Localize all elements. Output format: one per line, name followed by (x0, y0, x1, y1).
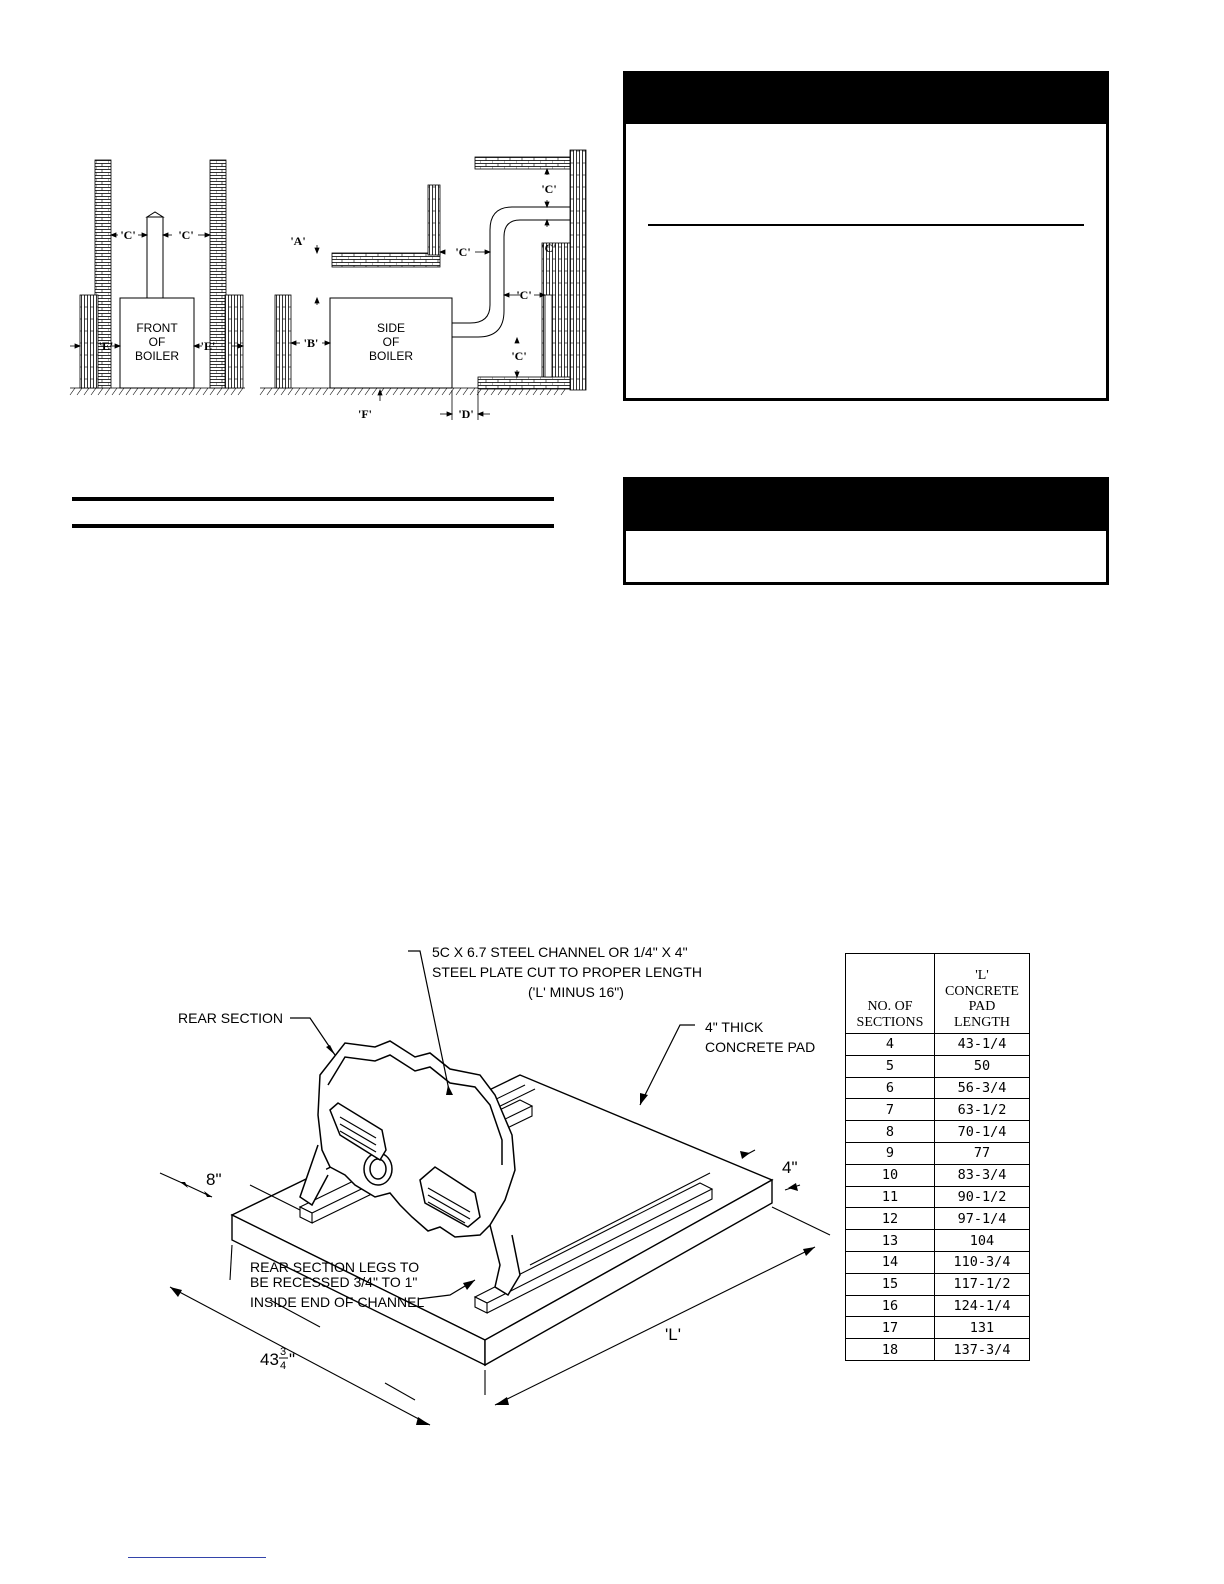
sections-cell: 17 (846, 1317, 935, 1339)
dim-l-label: 'L' (665, 1325, 681, 1344)
table-row (846, 1099, 1030, 1121)
section-rule-bottom (72, 524, 554, 528)
foundation-diagram (150, 935, 840, 1445)
length-cell: 77 (935, 1142, 1030, 1164)
table-row (846, 1055, 1030, 1077)
table-row (846, 1142, 1030, 1164)
channel-note-1: 5C X 6.7 STEEL CHANNEL OR 1/4" X 4" (432, 944, 688, 960)
front-label-2: OF (148, 335, 166, 349)
length-cell: 124-1/4 (935, 1295, 1030, 1317)
table-row (846, 1295, 1030, 1317)
dim-43-label: 43 (260, 1350, 279, 1369)
legs-note-2: BE RECESSED 3/4" TO 1" (250, 1274, 418, 1290)
front-flue (147, 217, 163, 298)
sections-cell: 18 (846, 1339, 935, 1361)
table-row (846, 1164, 1030, 1186)
length-cell: 110-3/4 (935, 1251, 1030, 1273)
left-wall-lower (80, 295, 98, 388)
dim-c-label: 'C' (178, 228, 194, 242)
table-row (846, 1208, 1030, 1230)
length-cell: 117-1/2 (935, 1273, 1030, 1295)
sections-cell: 5 (846, 1055, 935, 1077)
length-cell: 83-3/4 (935, 1164, 1030, 1186)
length-cell: 137-3/4 (935, 1339, 1030, 1361)
pad-note-1: 4" THICK (705, 1019, 764, 1035)
right-wall (210, 160, 226, 388)
channel-note-2: STEEL PLATE CUT TO PROPER LENGTH (432, 964, 702, 980)
dim-f-label: 'F' (358, 407, 372, 421)
sections-cell: 11 (846, 1186, 935, 1208)
length-cell: 70-1/4 (935, 1121, 1030, 1143)
dim-43-frac-den: 4 (280, 1360, 287, 1372)
length-cell: 131 (935, 1317, 1030, 1339)
front-label-1: FRONT (136, 321, 178, 335)
table-row (846, 1317, 1030, 1339)
table-row (846, 1273, 1030, 1295)
notice-divider (648, 224, 1084, 226)
table-row (846, 1034, 1030, 1056)
clearance-diagram (60, 145, 600, 430)
side-ceiling-post (428, 185, 440, 255)
front-label-3: BOILER (134, 349, 180, 363)
footer-underline (128, 1557, 266, 1558)
dim-e-label: 'E' (200, 339, 216, 353)
length-cell: 97-1/4 (935, 1208, 1030, 1230)
dim-43-inch: " (289, 1350, 296, 1369)
dim-c-label: 'C' (516, 288, 532, 302)
notice-box-small-header (623, 477, 1109, 531)
upper-ceiling (475, 157, 575, 169)
sections-cell: 14 (846, 1251, 935, 1273)
sections-cell: 6 (846, 1077, 935, 1099)
length-cell: 104 (935, 1230, 1030, 1252)
dim-c-label: 'C' (541, 182, 557, 196)
dim-c-label: 'C' (120, 228, 136, 242)
dim-c-label: 'C' (455, 245, 471, 259)
col-length-header: 'L' CONCRETE PAD LENGTH (935, 954, 1030, 1034)
length-cell: 56-3/4 (935, 1077, 1030, 1099)
table-row (846, 1339, 1030, 1361)
dim-c-label: 'C' (511, 349, 527, 363)
channel-note-3: ('L' MINUS 16") (528, 984, 624, 1000)
length-cell: 63-1/2 (935, 1099, 1030, 1121)
sections-cell: 13 (846, 1230, 935, 1252)
dim-4-label: 4" (782, 1158, 798, 1177)
dim-43-frac-num: 3 (280, 1346, 287, 1358)
chimney-wall (570, 150, 586, 390)
side-label-3: BOILER (368, 349, 414, 363)
col-sections-header: NO. OF SECTIONS (846, 954, 935, 1034)
sections-cell: 7 (846, 1099, 935, 1121)
length-cell: 43-1/4 (935, 1034, 1030, 1056)
table-row (846, 1077, 1030, 1099)
side-ceiling (332, 253, 440, 267)
notice-box-large-header (623, 71, 1109, 124)
dim-e-label: 'E' (98, 339, 114, 353)
pad-note-2: CONCRETE PAD (705, 1039, 816, 1055)
length-cell: 90-1/2 (935, 1186, 1030, 1208)
dim-8-label: 8" (206, 1170, 222, 1189)
sections-cell: 10 (846, 1164, 935, 1186)
table-row (846, 1186, 1030, 1208)
sections-cell: 15 (846, 1273, 935, 1295)
dim-c-label: 'C' (541, 241, 557, 255)
dim-b-label: 'B' (303, 336, 319, 350)
side-label-2: OF (382, 335, 400, 349)
section-rule-top (72, 497, 554, 501)
rear-section-label: REAR SECTION (178, 1010, 284, 1026)
table-row (846, 1121, 1030, 1143)
table-row (846, 1251, 1030, 1273)
sections-cell: 4 (846, 1034, 935, 1056)
table-row (846, 1230, 1030, 1252)
side-rear-wall (275, 295, 291, 388)
sections-cell: 9 (846, 1142, 935, 1164)
pad-length-table (845, 953, 1030, 1361)
right-wall-lower (225, 295, 243, 388)
side-label-1: SIDE (376, 321, 406, 335)
dim-a-label: 'A' (290, 234, 306, 248)
sections-cell: 8 (846, 1121, 935, 1143)
legs-note-1: REAR SECTION LEGS TO (250, 1259, 420, 1275)
length-cell: 50 (935, 1055, 1030, 1077)
legs-note-3: INSIDE END OF CHANNEL (250, 1294, 425, 1310)
sections-cell: 16 (846, 1295, 935, 1317)
floor-curb (478, 377, 570, 389)
dim-d-label: 'D' (458, 407, 474, 421)
sections-cell: 12 (846, 1208, 935, 1230)
